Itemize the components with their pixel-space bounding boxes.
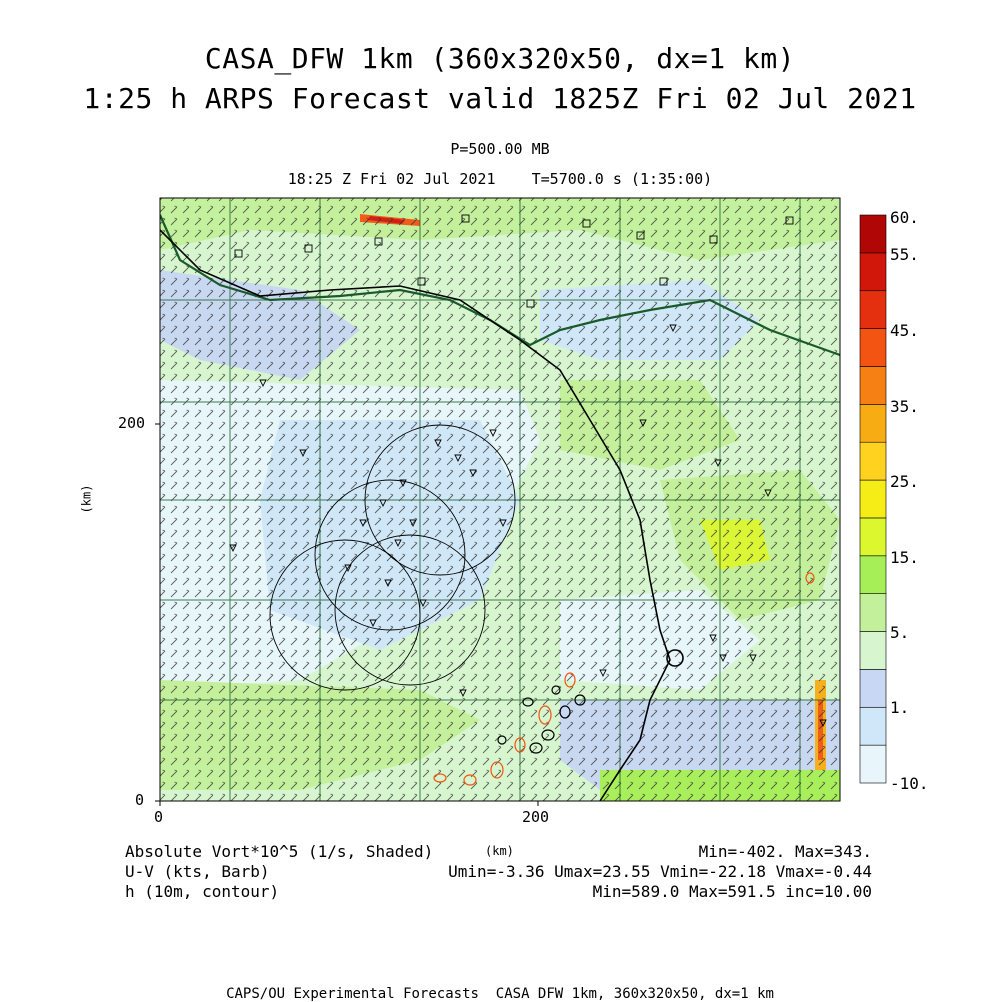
colorbar-swatch — [860, 632, 886, 670]
y-tick-label: 200 — [118, 414, 146, 432]
x-axis-label: (km) — [485, 844, 514, 858]
legend-barb-range: Umin=-3.36 Umax=23.55 Vmin=-22.18 Vmax=-0.44 — [448, 862, 872, 881]
colorbar-swatch — [860, 480, 886, 518]
colorbar — [860, 215, 886, 783]
colorbar-swatch — [860, 707, 886, 745]
colorbar-swatch — [860, 253, 886, 291]
colorbar-swatch — [860, 404, 886, 442]
plot-title: CASA_DFW 1km (360x320x50, dx=1 km) — [204, 42, 796, 75]
colorbar-swatch — [860, 291, 886, 329]
x-tick-label: 0 — [154, 808, 164, 826]
colorbar-swatch — [860, 215, 886, 253]
colorbar-swatch — [860, 329, 886, 367]
y-tick-label: 0 — [135, 791, 145, 809]
colorbar-label: 15. — [890, 548, 919, 567]
colorbar-swatch — [860, 594, 886, 632]
colorbar-label: 35. — [890, 397, 919, 416]
legend-contour-range: Min=589.0 Max=591.5 inc=10.00 — [592, 882, 872, 901]
colorbar-label: 5. — [890, 623, 910, 642]
colorbar-swatch — [860, 556, 886, 594]
colorbar-swatch — [860, 518, 886, 556]
legend-shaded-range: Min=-402. Max=343. — [698, 842, 872, 861]
colorbar-label: -10. — [890, 774, 929, 793]
colorbar-swatch — [860, 745, 886, 783]
map-area — [160, 198, 840, 801]
legend-contour-field: h (10m, contour) — [125, 882, 280, 901]
footer-credit: CAPS/OU Experimental Forecasts CASA DFW 1km, 360x320x50, dx=1 km — [226, 986, 774, 1002]
colorbar-label: 55. — [890, 245, 919, 264]
colorbar-swatch — [860, 366, 886, 404]
colorbar-label: 1. — [890, 698, 910, 717]
colorbar-swatch — [860, 669, 886, 707]
legend-barb-field: U-V (kts, Barb) — [125, 862, 270, 881]
colorbar-label: 45. — [890, 321, 919, 340]
colorbar-label: 60. — [890, 208, 919, 227]
colorbar-label: 25. — [890, 472, 919, 491]
plot-subtitle: 1:25 h ARPS Forecast valid 1825Z Fri 02 Jul 2021 — [83, 82, 917, 115]
time-label: 18:25 Z Fri 02 Jul 2021 T=5700.0 s (1:35:00) — [287, 170, 713, 188]
y-axis-label: (km) — [79, 484, 94, 514]
level-label: P=500.00 MB — [450, 140, 550, 158]
x-tick-label: 200 — [522, 808, 550, 826]
colorbar-swatch — [860, 442, 886, 480]
legend-shaded-field: Absolute Vort*10^5 (1/s, Shaded) — [125, 842, 434, 861]
